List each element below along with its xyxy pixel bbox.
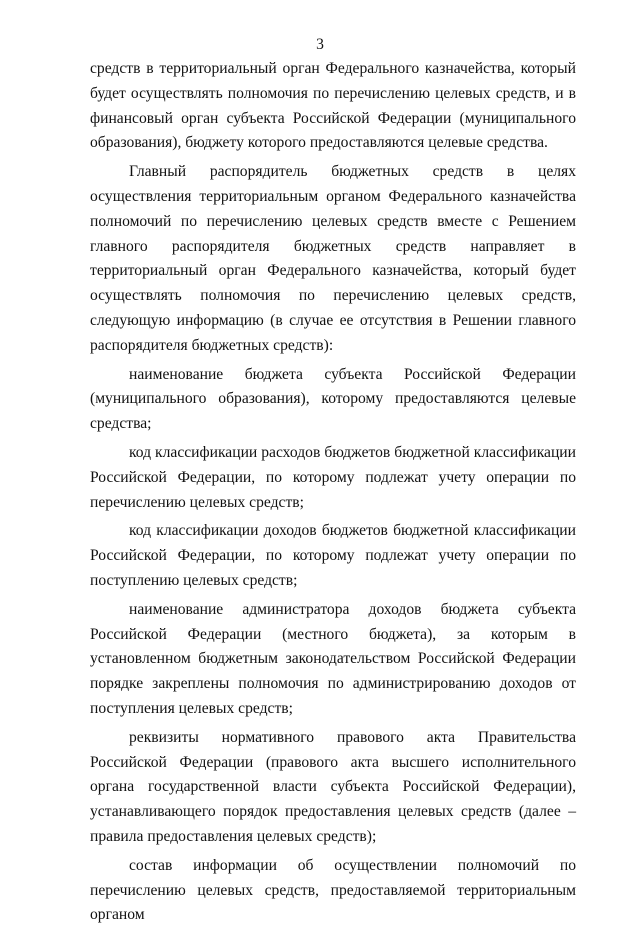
paragraph-expense-code: код классификации расходов бюджетов бюджетной классификации Российской Федерации, по которому подлежат учету операции по перечислению целевых средств; [90, 443, 576, 511]
paragraph-information-composition: состав информации об осуществлении полномочий по перечислению целевых средств, предоставляемой территориальным органом [90, 856, 576, 924]
paragraph-income-administrator: наименование администратора доходов бюджета субъекта Российской Федерации (местного бюджета), за которым в установленном бюджетным законодательством Российской Федерации порядке закреплены полномочия по администрированию доходов от поступления целевых средств; [90, 600, 576, 717]
page-number: 3 [316, 36, 324, 53]
paragraph-budget-name: наименование бюджета субъекта Российской Федерации (муниципального образования), которому предоставляются целевые средства; [90, 365, 576, 433]
paragraph-legal-act-details: реквизиты нормативного правового акта Правительства Российской Федерации (правового акта высшего исполнительного органа государственной власти субъекта Российской Федерации), устанавливающего порядок предоставления целевых средств (далее – правила предоставления целевых средств); [90, 728, 576, 845]
paragraph-main-distributor: Главный распорядитель бюджетных средств в целях осуществления территориальным органом Федерального казначейства полномочий по перечислению целевых средств вместе с Решением главного распорядителя бюджетных средств направляет в территориальный орган Федерального казначейства, который будет осуществлять полномочия по перечислению целевых средств, следующую информацию (в случае ее отсутствия в Решении главного распорядителя бюджетных средств): [90, 163, 576, 354]
paragraph-income-code: код классификации доходов бюджетов бюджетной классификации Российской Федерации, по которому подлежат учету операции по поступлению целевых средств; [90, 522, 576, 589]
document-body [90, 57, 576, 932]
paragraph-continuation: средств в территориальный орган Федерального казначейства, который будет осуществлять полномочия по перечислению целевых средств, и в финансовый орган субъекта Российской Федерации (муниципального образования), бюджету которого предоставляются целевые средства. [90, 60, 576, 152]
